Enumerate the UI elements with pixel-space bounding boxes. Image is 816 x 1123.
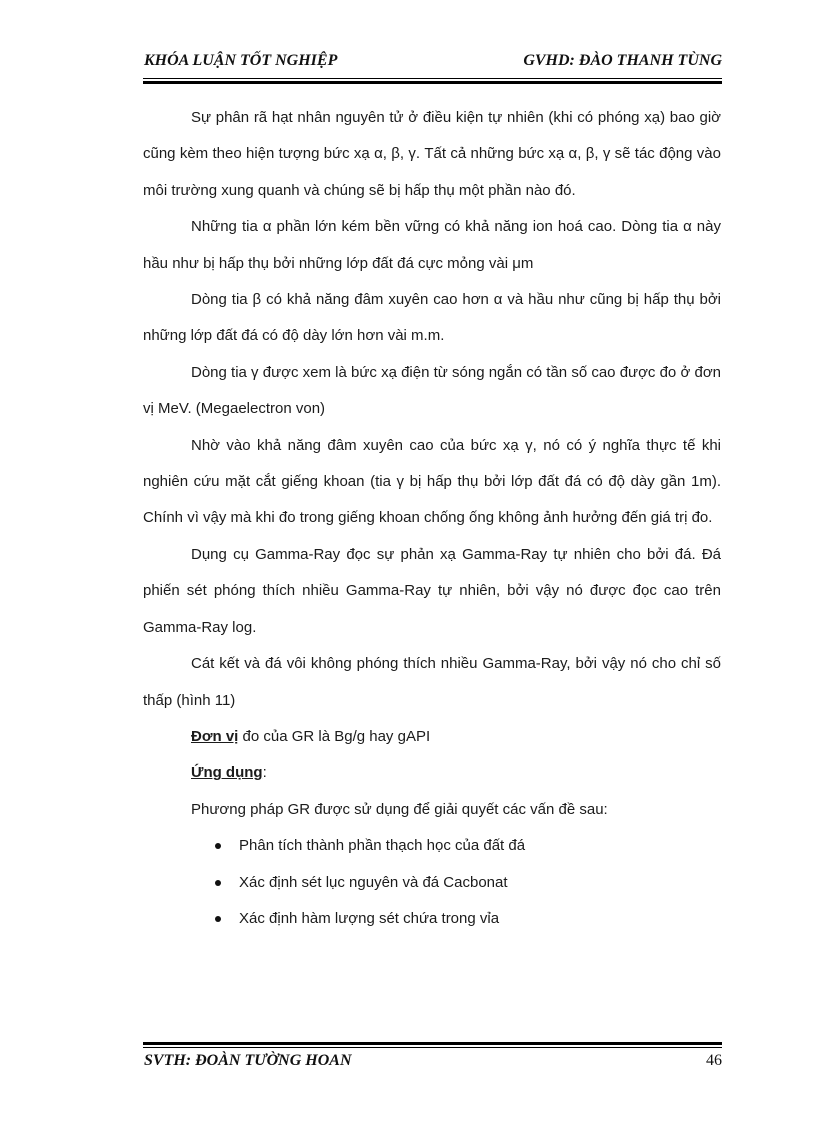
footer-rule-thin	[143, 1047, 722, 1048]
header-advisor: GVHD: ĐÀO THANH TÙNG	[523, 52, 722, 69]
page-number: 46	[706, 1052, 722, 1069]
list-item-text: Xác định hàm lượng sét chứa trong vỉa	[239, 909, 500, 927]
list-item-text: Xác định sét lục nguyên và đá Cacbonat	[239, 873, 508, 891]
paragraph-gamma-rays: Dòng tia γ được xem là bức xạ điện từ sóng ngắn có tần số cao được đo ở đơn vị MeV. (Megaelectron von)	[143, 363, 721, 418]
page-footer	[144, 1052, 722, 1076]
list-item-text: Phân tích thành phần thạch học của đất đá	[239, 837, 526, 855]
application-list	[143, 828, 721, 937]
paragraph-gamma-penetration: Nhờ vào khả năng đâm xuyên cao của bức xạ γ, nó có ý nghĩa thực tế khi nghiên cứu mặt cắt giếng khoan (tia γ bị hấp thụ bởi lớp đất đá có độ dày gần 1m). Chính vì vậy mà khi đo trong giếng khoan chống ống không ảnh hưởng đến giá trị đo.	[143, 436, 721, 527]
unit-label: Đơn vị	[191, 727, 239, 745]
paragraph-alpha-rays: Những tia α phần lớn kém bền vững có khả năng ion hoá cao. Dòng tia α này hầu như bị hấp thụ bởi những lớp đất đá cực mỏng vài μm	[143, 218, 721, 272]
page-header	[144, 52, 722, 76]
paragraph-sandstone-limestone: Cát kết và đá vôi không phóng thích nhiều Gamma-Ray, bởi vậy nó cho chỉ số thấp (hình 11)	[143, 655, 721, 709]
application-heading-suffix: :	[262, 764, 267, 782]
unit-line	[191, 719, 721, 755]
paragraph-gamma-ray-tool: Dụng cụ Gamma-Ray đọc sự phản xạ Gamma-Ray tự nhiên cho bởi đá. Đá phiến sét phóng thích nhiều Gamma-Ray tự nhiên, bởi vậy nó được đọc cao trên Gamma-Ray log.	[143, 545, 721, 636]
body-text	[143, 100, 721, 937]
header-rule-thick	[143, 81, 722, 84]
application-intro: Phương pháp GR được sử dụng để giải quyết các vấn đề sau:	[191, 800, 608, 818]
application-heading: Ứng dụng	[191, 764, 263, 782]
bullet-icon	[215, 880, 221, 886]
footer-rule-thick	[143, 1042, 722, 1045]
footer-student-name: SVTH: ĐOÀN TƯỜNG HOAN	[144, 1052, 352, 1069]
list-item	[215, 865, 721, 901]
header-thesis-title: KHÓA LUẬN TỐT NGHIỆP	[144, 52, 338, 69]
paragraph-radioactive-decay: Sự phân rã hạt nhân nguyên tử ở điều kiện tự nhiên (khi có phóng xạ) bao giờ cũng kèm theo hiện tượng bức xạ α, β, γ. Tất cả những bức xạ α, β, γ sẽ tác động vào môi trường xung quanh và chúng sẽ bị hấp thụ một phần nào đó.	[143, 109, 721, 199]
bullet-icon	[215, 843, 221, 849]
bullet-icon	[215, 916, 221, 922]
header-rule-thin	[143, 78, 722, 79]
application-heading-line	[191, 755, 721, 791]
list-item	[215, 901, 721, 937]
list-item	[215, 828, 721, 864]
paragraph-beta-rays: Dòng tia β có khả năng đâm xuyên cao hơn α và hầu như cũng bị hấp thụ bởi những lớp đất đá có độ dày lớn hơn vài m.m.	[143, 291, 721, 345]
unit-text: đo của GR là Bg/g hay gAPI	[238, 727, 431, 745]
